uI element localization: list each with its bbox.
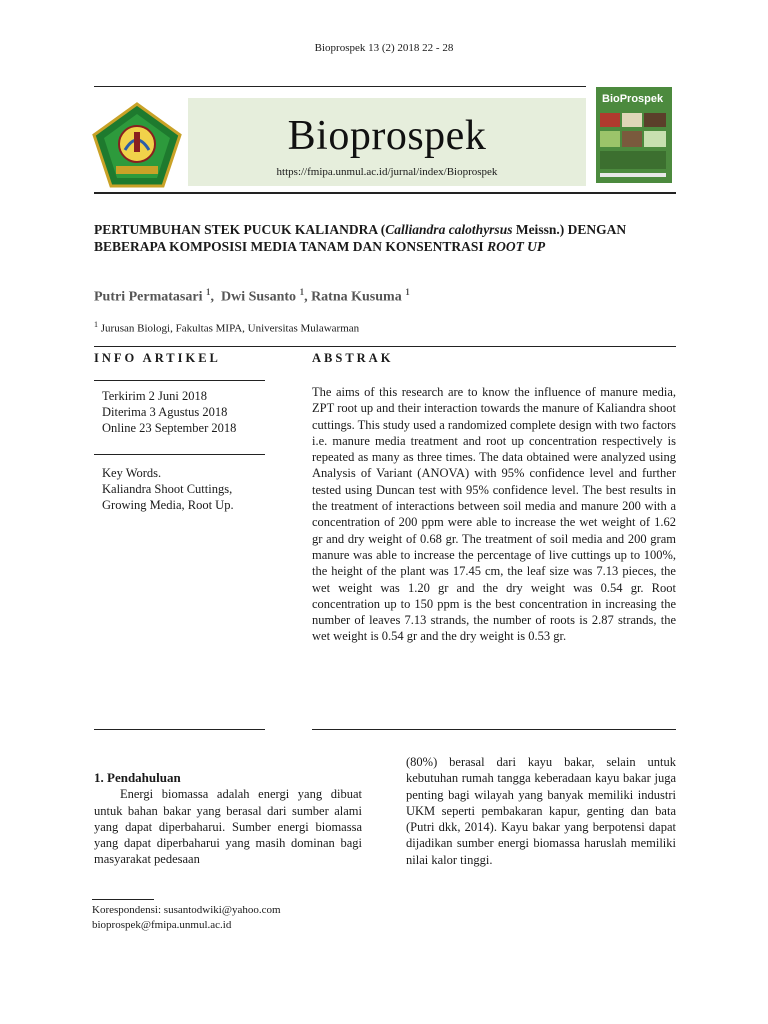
title-species: Calliandra calothyrsus bbox=[385, 222, 513, 237]
date-accepted: Diterima 3 Agustus 2018 bbox=[102, 405, 228, 419]
article-title bbox=[94, 221, 684, 255]
journal-name: Bioprospek bbox=[287, 113, 487, 159]
author-1-affil: 1 bbox=[205, 287, 211, 297]
title-italic-end: ROOT UP bbox=[487, 239, 546, 254]
footnote-correspondence[interactable]: Korespondensi: susantodwiki@yahoo.com bbox=[92, 904, 281, 916]
affiliation-text: Jurusan Biologi, Fakultas MIPA, Universitas Mulawarman bbox=[100, 322, 360, 335]
date-online: Online 23 September 2018 bbox=[102, 421, 237, 435]
info-heading: INFO ARTIKEL bbox=[94, 351, 221, 365]
university-logo bbox=[92, 102, 182, 188]
footnote-email[interactable]: bioprospek@fmipa.unmul.ac.id bbox=[92, 918, 232, 931]
keywords bbox=[102, 465, 234, 513]
info-rule-3 bbox=[94, 729, 265, 730]
journal-cover-image bbox=[596, 87, 672, 183]
journal-url[interactable]: https://fmipa.unmul.ac.id/jurnal/index/Bioprospek bbox=[276, 166, 498, 178]
affiliation-rule bbox=[94, 346, 676, 347]
body-left-text: Energi biomassa adalah energi yang dibuat untuk bahan bakar yang berasal dari sumber alami yang dapat diperbaharui. Sumber energi biomassa yang dapat diperbaharui yang masih dominan bagi masyarakat pedesaan bbox=[94, 787, 362, 867]
title-part2: Meissn.) DENGAN BEBERAPA KOMPOSISI MEDIA TANAM DAN KONSENTRASI bbox=[94, 222, 627, 254]
body-left-column bbox=[94, 770, 362, 868]
keywords-line-2: Growing Media, Root Up. bbox=[102, 498, 234, 512]
cover-title: BioProspek bbox=[602, 93, 664, 105]
abstract-rule bbox=[312, 729, 676, 730]
abstract-heading: ABSTRAK bbox=[312, 351, 394, 365]
keywords-label: Key Words. bbox=[102, 466, 162, 480]
author-list: Putri Permatasari $^1$, Dwi Susanto $^1$, Ratna Kusuma $^1$ bbox=[94, 287, 410, 305]
author-1: Putri Permatasari bbox=[94, 289, 203, 305]
author-3: Ratna Kusuma bbox=[311, 289, 402, 305]
info-rule-1 bbox=[94, 380, 265, 381]
footnote-rule bbox=[92, 899, 154, 900]
footnote bbox=[92, 903, 281, 932]
author-2: Dwi Susanto bbox=[220, 289, 297, 305]
date-received: Terkirim 2 Juni 2018 bbox=[102, 389, 208, 403]
abstract-text: The aims of this research are to know the influence of manure media, ZPT root up and their interaction towards the manure of Kaliandra shoot cuttings. This study used a randomized complete design with two factors i.e. manure media treatment and root up concentration respectively is repeated as many as three times. The data obtained were analyzed using Analysis of Variant (ANOVA) with 95% confidence level and further tested using Duncan test with 95% confidence level. The best results in the treatment of interactions between soil media and manure 200 with a concentration of 200 ppm were able to increase the wet weight of 1.62 gr and dry weight of 0.68 gr. The treatment of soil media and 200 gram manure was able to increase the percentage of live cuttings up to 100%, the height of the plant was 17.45 cm, the leaf size was 7.13 pieces, the wet weight was 1.20 gr and the dry weight was 0.54 gr. Root concentration up to 150 ppm is the best concentration in increasing the number of leaves 7.13 strands, the number of roots is 2.87 strands, the wet weight is 0.54 gr and the dry weight is 0.53 gr. bbox=[312, 385, 676, 644]
info-rule-2 bbox=[94, 454, 265, 455]
keywords-line-1: Kaliandra Shoot Cuttings, bbox=[102, 482, 233, 496]
affiliation-marker: 1 bbox=[94, 320, 98, 329]
header-rule-bottom bbox=[94, 192, 676, 194]
article-dates bbox=[102, 388, 236, 436]
title-part1: PERTUMBUHAN STEK PUCUK KALIANDRA ( bbox=[94, 222, 386, 237]
author-3-affil: 1 bbox=[405, 287, 410, 297]
header-rule-top bbox=[94, 86, 586, 87]
author-2-affil: 1 bbox=[299, 287, 305, 297]
body-right-text: (80%) berasal dari kayu bakar, selain untuk kebutuhan rumah tangga keberadaan kayu bakar juga penting bagi wilayah yang banyak memiliki industri UKM seperti pembakaran kapur, genting dan bata (Putri dkk, 2014). Kayu bakar yang berpotensi dapat dijadikan sumber energi biomassa haruslah memiliki nilai kalor tinggi. bbox=[406, 755, 676, 867]
running-head: Bioprospek 13 (2) 2018 22 - 28 bbox=[314, 42, 454, 54]
affiliation bbox=[94, 320, 359, 335]
section-heading: 1. Pendahuluan bbox=[94, 770, 181, 785]
